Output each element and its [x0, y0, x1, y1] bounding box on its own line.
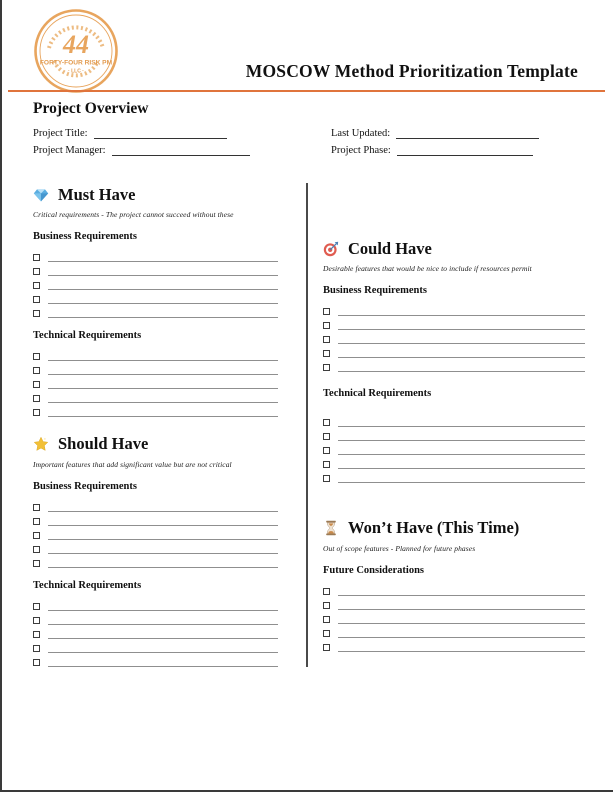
checkbox[interactable] [323, 644, 330, 651]
fill-in-line[interactable] [338, 316, 585, 330]
project-manager-input[interactable] [112, 144, 250, 156]
checkbox[interactable] [323, 308, 330, 315]
should-have-technical-heading: Technical Requirements [33, 579, 142, 591]
wont-have-future-heading: Future Considerations [323, 564, 425, 576]
checkbox[interactable] [33, 367, 40, 374]
checklist-row [323, 316, 585, 330]
checklist-row [323, 330, 585, 344]
checkbox[interactable] [323, 588, 330, 595]
project-manager-field [33, 144, 285, 156]
hourglass-icon [323, 520, 339, 536]
must-have-title: Must Have [58, 185, 136, 204]
must-have-technical-heading: Technical Requirements [33, 330, 142, 342]
checklist-row [323, 582, 585, 596]
checkbox[interactable] [33, 268, 40, 275]
company-logo-badge [33, 8, 119, 94]
checkbox[interactable] [323, 616, 330, 623]
fill-in-line[interactable] [48, 597, 278, 611]
checklist-row [33, 403, 278, 417]
checkbox[interactable] [33, 381, 40, 388]
must-have-business-rows [33, 248, 278, 318]
checkbox[interactable] [33, 518, 40, 525]
checkbox[interactable] [33, 296, 40, 303]
logo-suffix: · LLC · [68, 68, 84, 75]
checkbox[interactable] [323, 433, 330, 440]
fill-in-line[interactable] [48, 248, 278, 262]
checkbox[interactable] [323, 336, 330, 343]
should-have-business-heading: Business Requirements [33, 480, 137, 492]
page-title: MOSCOW Method Prioritization Template [245, 61, 578, 81]
checklist-row [33, 639, 278, 653]
checkbox[interactable] [33, 409, 40, 416]
checkbox[interactable] [33, 310, 40, 317]
checklist-row [33, 375, 278, 389]
checklist-row [33, 625, 278, 639]
must-have-description: Critical requirements - The project cannot succeed without these [33, 210, 234, 220]
checklist-row [323, 358, 585, 372]
checkbox[interactable] [33, 603, 40, 610]
project-phase-field [331, 144, 583, 156]
should-have-technical-rows [33, 597, 278, 667]
checkbox[interactable] [33, 631, 40, 638]
project-title-field [33, 127, 285, 139]
checklist-row [323, 344, 585, 358]
fill-in-line[interactable] [48, 554, 278, 568]
fill-in-line[interactable] [48, 403, 278, 417]
project-phase-label: Project Phase: [331, 145, 391, 156]
could-have-technical-heading: Technical Requirements [323, 388, 432, 400]
wont-have-title: Won’t Have (This Time) [348, 518, 520, 538]
checklist-row [33, 554, 278, 568]
checklist-row [33, 389, 278, 403]
logo-company-name: FORTY-FOUR RISK PM [39, 59, 113, 67]
wont-have-future-rows [323, 582, 585, 652]
checklist-row [323, 469, 585, 483]
checklist-row [33, 347, 278, 361]
last-updated-input[interactable] [396, 127, 539, 139]
could-have-technical-rows [323, 413, 585, 483]
last-updated-field [331, 127, 583, 139]
fill-in-line[interactable] [48, 347, 278, 361]
project-overview-section [33, 100, 583, 156]
could-have-business-rows [323, 302, 585, 372]
must-have-header [33, 186, 278, 203]
fill-in-line[interactable] [338, 330, 585, 344]
could-have-header [323, 240, 585, 257]
fill-in-line[interactable] [338, 624, 585, 638]
could-have-description: Desirable features that would be nice to include if resources permit [323, 264, 532, 274]
checkbox[interactable] [33, 546, 40, 553]
fill-in-line[interactable] [48, 290, 278, 304]
left-column [33, 183, 278, 667]
checklist-row [33, 611, 278, 625]
fill-in-line[interactable] [338, 302, 585, 316]
should-have-header [33, 435, 278, 452]
priority-columns [33, 183, 585, 667]
checkbox[interactable] [33, 645, 40, 652]
checkbox[interactable] [323, 630, 330, 637]
should-have-description: Important features that add significant value but are not critical [33, 459, 232, 469]
fill-in-line[interactable] [48, 540, 278, 554]
fill-in-line[interactable] [48, 526, 278, 540]
fill-in-line[interactable] [48, 262, 278, 276]
gem-icon [33, 187, 49, 203]
checklist-row [33, 290, 278, 304]
fill-in-line[interactable] [48, 389, 278, 403]
checkbox[interactable] [33, 659, 40, 666]
checklist-row [33, 498, 278, 512]
fill-in-line[interactable] [48, 639, 278, 653]
wont-have-header [323, 519, 585, 536]
fill-in-line[interactable] [338, 413, 585, 427]
checkbox[interactable] [323, 350, 330, 357]
project-phase-input[interactable] [397, 144, 533, 156]
checklist-row [323, 455, 585, 469]
checklist-row [323, 624, 585, 638]
project-manager-label: Project Manager: [33, 145, 106, 156]
checkbox[interactable] [323, 475, 330, 482]
should-have-title: Should Have [58, 434, 149, 454]
section-could-have [323, 240, 585, 483]
section-wont-have [323, 519, 585, 651]
fill-in-line[interactable] [48, 361, 278, 375]
checklist-row [33, 540, 278, 554]
fill-in-line[interactable] [338, 455, 585, 469]
last-updated-label: Last Updated: [331, 128, 391, 139]
checkbox[interactable] [33, 395, 40, 402]
right-column [323, 183, 585, 667]
fill-in-line[interactable] [48, 304, 278, 318]
fill-in-line[interactable] [48, 276, 278, 290]
section-should-have [33, 435, 278, 666]
checkbox[interactable] [33, 282, 40, 289]
fill-in-line[interactable] [338, 582, 585, 596]
section-must-have [33, 186, 278, 417]
checklist-row [323, 610, 585, 624]
should-have-business-rows [33, 498, 278, 568]
fill-in-line[interactable] [48, 512, 278, 526]
fill-in-line[interactable] [48, 625, 278, 639]
fill-in-line[interactable] [48, 611, 278, 625]
checklist-row [323, 302, 585, 316]
must-have-business-heading: Business Requirements [33, 231, 137, 243]
column-divider [306, 183, 308, 667]
target-icon [323, 241, 339, 257]
checkbox[interactable] [323, 602, 330, 609]
checkbox[interactable] [323, 322, 330, 329]
could-have-title: Could Have [348, 239, 432, 258]
fill-in-line[interactable] [338, 638, 585, 652]
checklist-row [33, 262, 278, 276]
checkbox[interactable] [33, 617, 40, 624]
checkbox[interactable] [33, 254, 40, 261]
project-title-label: Project Title: [33, 128, 88, 139]
project-overview-heading: Project Overview [33, 100, 149, 117]
star-icon [33, 436, 49, 452]
checkbox[interactable] [323, 419, 330, 426]
fill-in-line[interactable] [338, 344, 585, 358]
checklist-row [33, 653, 278, 667]
checkbox[interactable] [33, 560, 40, 567]
checkbox[interactable] [33, 504, 40, 511]
fill-in-line[interactable] [338, 358, 585, 372]
must-have-technical-rows [33, 347, 278, 417]
company-logo [33, 8, 119, 94]
checkbox[interactable] [323, 447, 330, 454]
fill-in-line[interactable] [338, 610, 585, 624]
checklist-row [323, 413, 585, 427]
fill-in-line[interactable] [338, 469, 585, 483]
fill-in-line[interactable] [48, 375, 278, 389]
header-divider [8, 90, 605, 92]
logo-monogram: 44 [63, 30, 89, 59]
checklist-row [323, 638, 585, 652]
fill-in-line[interactable] [48, 498, 278, 512]
fill-in-line[interactable] [48, 653, 278, 667]
fill-in-line[interactable] [338, 596, 585, 610]
checklist-row [33, 361, 278, 375]
checklist-row [33, 276, 278, 290]
project-title-input[interactable] [94, 127, 227, 139]
checklist-row [323, 441, 585, 455]
checklist-row [33, 248, 278, 262]
could-have-business-heading: Business Requirements [323, 285, 427, 297]
fill-in-line[interactable] [338, 441, 585, 455]
wont-have-description: Out of scope features - Planned for future phases [323, 543, 476, 553]
checklist-row [33, 304, 278, 318]
checkbox[interactable] [323, 364, 330, 371]
checklist-row [33, 597, 278, 611]
checkbox[interactable] [33, 353, 40, 360]
fill-in-line[interactable] [338, 427, 585, 441]
checklist-row [33, 526, 278, 540]
checklist-row [323, 596, 585, 610]
checkbox[interactable] [33, 532, 40, 539]
overview-fields [33, 127, 583, 156]
checklist-row [323, 427, 585, 441]
checklist-row [33, 512, 278, 526]
checkbox[interactable] [323, 461, 330, 468]
